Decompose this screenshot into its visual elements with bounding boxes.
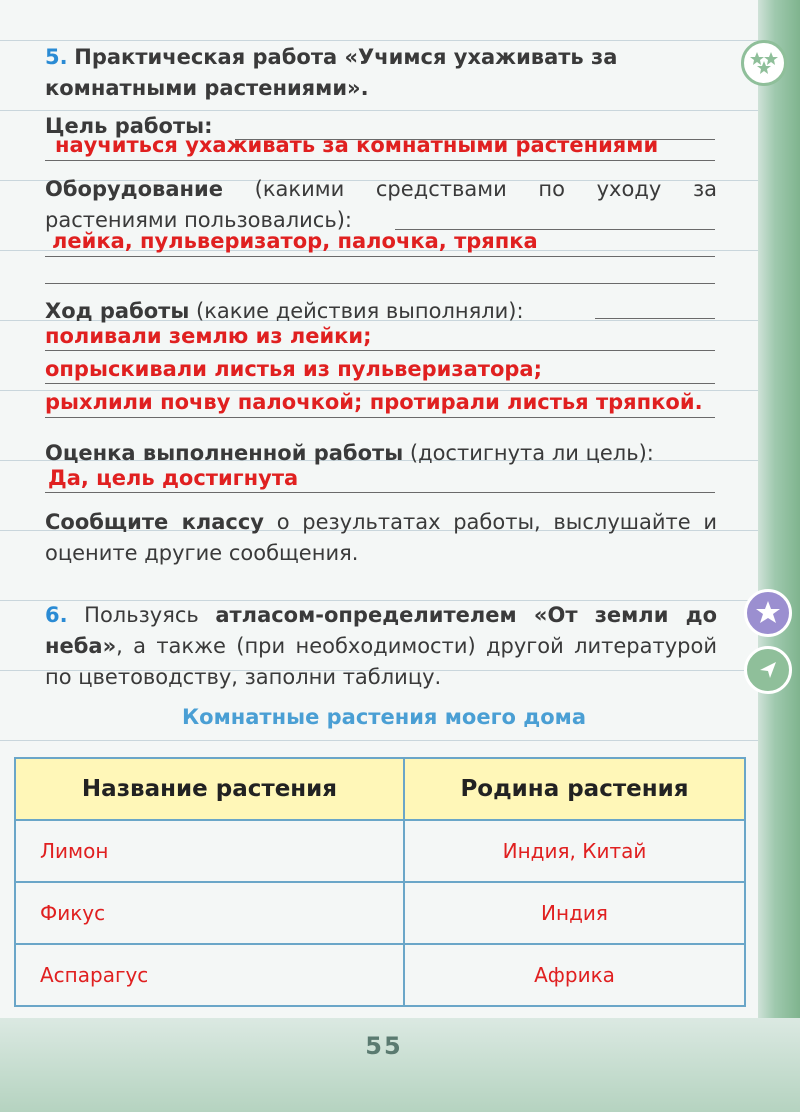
plant-name-cell: Фикус bbox=[15, 882, 404, 944]
header-plant-name: Название растения bbox=[15, 758, 404, 820]
task5-title bbox=[45, 42, 717, 104]
header-plant-origin: Родина растения bbox=[404, 758, 745, 820]
table-row bbox=[15, 944, 745, 1006]
table-row bbox=[15, 820, 745, 882]
share-block bbox=[45, 507, 717, 569]
progress-hint: (какие действия выполняли): bbox=[196, 299, 524, 323]
equipment-answer: лейка, пульверизатор, палочка, тряпка bbox=[52, 229, 538, 253]
goal-answer: научиться ухаживать за комнатными растениями bbox=[55, 133, 659, 157]
task5-number: 5. bbox=[45, 45, 68, 69]
equipment-label: Оборудование bbox=[45, 177, 223, 201]
share-bold: Сообщите классу bbox=[45, 510, 264, 534]
task6-block bbox=[45, 600, 717, 693]
goal-label: Цель работы: bbox=[45, 114, 213, 138]
progress-block bbox=[45, 296, 717, 327]
table-caption: Комнатные растения моего дома bbox=[181, 705, 586, 729]
plant-name-cell: Лимон bbox=[15, 820, 404, 882]
table-row bbox=[15, 882, 745, 944]
evaluation-block bbox=[45, 438, 717, 469]
task6-number: 6. bbox=[45, 603, 68, 627]
page-number: 55 bbox=[365, 1032, 403, 1060]
progress-answer-3: рыхлили почву палочкой; протирали листья тряпкой. bbox=[45, 390, 703, 414]
evaluation-hint: (достигнута ли цель): bbox=[409, 441, 654, 465]
task5-title-text: Практическая работа «Учимся ухаживать за комнатными растениями». bbox=[45, 45, 618, 100]
equipment-block bbox=[45, 174, 717, 236]
task6-text-1: Пользуясь bbox=[84, 603, 199, 627]
plant-origin-cell: Индия bbox=[404, 882, 745, 944]
progress-answer-1: поливали землю из лейки; bbox=[45, 324, 372, 348]
plant-name-cell: Аспарагус bbox=[15, 944, 404, 1006]
evaluation-label: Оценка выполненной работы bbox=[45, 441, 404, 465]
evaluation-answer: Да, цель достигнута bbox=[48, 466, 299, 490]
pencil-badge-icon bbox=[744, 646, 792, 694]
progress-label: Ход работы bbox=[45, 299, 190, 323]
page-edge bbox=[758, 0, 800, 1112]
equipment-hint: (какими средствами по уходу за растениями пользовались): bbox=[45, 177, 717, 232]
star-badge-icon bbox=[744, 589, 792, 637]
task6-text-2: , а также (при необходимости) другой литературой по цветоводству, заполни таблицу. bbox=[45, 634, 717, 689]
table-header-row bbox=[15, 758, 745, 820]
progress-answer-2: опрыскивали листья из пульверизатора; bbox=[45, 357, 542, 381]
share-rest: о результатах работы, выслушайте и оцените другие сообщения. bbox=[45, 510, 717, 565]
task6-text-bold: атласом-определителем «От земли до неба» bbox=[45, 603, 717, 658]
plant-origin-cell: Индия, Китай bbox=[404, 820, 745, 882]
plants-table bbox=[14, 757, 746, 1007]
plant-origin-cell: Африка bbox=[404, 944, 745, 1006]
stars-badge-icon bbox=[741, 40, 787, 86]
